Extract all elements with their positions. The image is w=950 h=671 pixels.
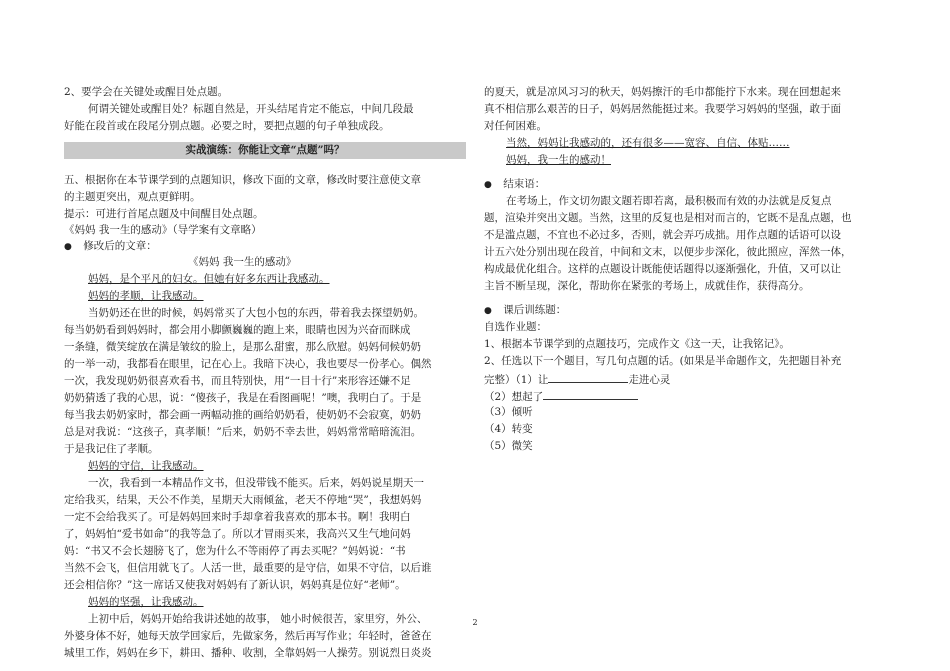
option-4: （4）转变 [484,423,533,435]
paragraph-line: 好能在段首或在段尾分别点题。必要之时，要把点题的句子单独成段。 [64,120,390,132]
revised-label: 修改后的文章： [83,240,157,252]
essay-line: 当然不会飞，但信用就飞了。人活一世，最重要的是守信，如果不守信，以后谁 [64,562,432,574]
essay-line: 定给我买，结果，天公不作美，星期天大雨倾盆，老天不停地“哭”，我想妈妈 [64,494,422,506]
bullet-icon: ● [64,242,72,252]
hint-line: 提示：可进行首尾点题及中间醒目处点题。 [64,208,264,220]
bullet-icon: ● [484,180,492,190]
original-essay-note: 《妈妈 我一生的感动》（导学案有文章略） [64,224,262,236]
essay-line: 每当奶奶看到妈妈时，都会用小脚颤巍巍的跑上来，眼睛也因为兴奋而眯成 [64,324,411,336]
fill-blank-2 [543,387,638,400]
essay-line: 总是对我说：“这孩子，真孝顺！”后来，奶奶不幸去世，妈妈常常暗暗流泪。 [64,426,422,438]
conclusion-label-row [484,176,545,194]
essay-line: 外婆身体不好，她每天放学回家后，先做家务，然后再写作业；年轻时，爸爸在 [64,630,432,642]
essay-heading: 妈妈的坚强，让我感动。 [88,596,204,608]
essay-heading: 妈妈的孝顺，让我感动。 [88,290,204,302]
essay-line: 当然，妈妈让我感动的，还有很多——宽容、自信、体贴…… [506,137,790,149]
essay-line: 当奶奶还在世的时候，妈妈常买了大包小包的东西，带着我去探望奶奶。 [88,307,424,319]
essay-line: 一次，我看到一本精品作文书，但没带钱不能买。后来，妈妈说星期天一 [88,477,424,489]
essay-line: 每当我去奶奶家时，都会画一两幅动推的画给奶奶看，使奶奶不会寂寞，奶奶 [64,409,421,421]
practice-banner: 实战演练：你能让文章“点题”吗？ [64,142,466,159]
conclusion-line: 在考场上，作文切勿跟文题若即若离，最积极而有效的办法就是反复点 [506,195,832,207]
essay-line: 奶奶猜透了我的心思，说：“傻孩子，我是在看图画呢！”噢，我明白了。于是 [64,392,422,404]
essay-line: 一次，我发现奶奶很喜欢看书，而且特别快，用“一目十行”来形容还嫌不足 [64,375,411,387]
essay-line: 真不相信那么艰苦的日子，妈妈居然能挺过来。我要学习妈妈的坚强，敢于面 [484,103,841,115]
conclusion-label: 结束语： [503,178,546,190]
essay-line: 还会相信你？”这一席话又使我对妈妈有了新认识，妈妈真是位好“老师”。 [64,579,406,591]
option-1-suffix: 走进心灵 [628,374,671,386]
essay-heading: 妈妈的守信，让我感动。 [88,460,204,472]
essay-line: 上初中后，妈妈开始给我讲述她的故事， 她小时候很苦，家里穷，外公、 [88,613,428,625]
conclusion-line: 计五六处分别出现在段首，中间和文末，以便步步深化，彼此照应，浑然一体， [484,246,852,258]
essay-closing: 妈妈，我一生的感动！ [506,154,611,166]
section-2-title: 2、要学会在关键处或醒目处点题。 [64,86,229,98]
essay-line: 一定不会给我买了。可是妈妈回来时手却拿着我喜欢的那本书。啊！我明白 [64,511,411,523]
essay-line: 妈：“书又不会长翅膀飞了，您为什么不等雨停了再去买呢？”妈妈说：“书 [64,545,406,557]
revised-label-row [64,238,157,256]
conclusion-line: 主旨不断呈现，深化，帮助你在紧张的考场上，成就佳作，获得高分。 [484,280,810,292]
essay-line: 对任何困难。 [484,120,547,132]
essay-title: 《妈妈 我一生的感动》 [188,256,297,268]
essay-line: 于是我记住了孝顺。 [64,443,159,455]
task-line: 的主题更突出，观点更鲜明。 [64,191,201,203]
option-3: （3）倾听 [484,406,533,418]
option-5: （5）微笑 [484,440,533,452]
conclusion-line: 不是滥点题，不宜也不必过多，否则，就会弄巧成拙。用作点题的话语可以设 [484,229,841,241]
essay-line: 了，妈妈怕“爱书如命”的我等急了。所以才冒雨买来，我高兴又生气地问妈 [64,528,411,540]
option-1-prefix: 完整）（1）让 [484,374,549,386]
conclusion-line: 题，渲染并突出文题。当然，这里的反复也是相对而言的，它既不是乱点题，也 [484,212,852,224]
option-2-label: （2）想起了 [484,391,544,403]
training-line: 2、任选以下一个题目，写几句点题的话。(如果是半命题作文，先把题目补充 [484,355,842,367]
essay-line: 城里工作，妈妈在乡下，耕田、播种、收割，全靠妈妈一人操劳。别说烈日炎炎 [64,647,432,659]
paragraph-line: 何谓关键处或醒目处？标题自然是，开头结尾肯定不能忘，中间几段最 [88,103,414,115]
page-number: 2 [472,618,478,627]
bullet-icon: ● [484,306,492,316]
training-label: 课后训练题： [503,304,567,316]
essay-line: 的夏天，就是凉风习习的秋天，妈妈擦汗的毛巾都能拧下水来。现在回想起来 [484,86,841,98]
essay-line: 一条缝，微笑绽放在满是皱纹的脸上，是那么甜蜜，那么欣慰。妈妈伺候奶奶 [64,341,421,353]
training-line: 1、根据本节课学到的点题技巧，完成作文《这一天，让我铭记》。 [484,338,790,350]
conclusion-line: 构成最优化组合。这样的点题设计既能使话题得以逐渐强化，升值，又可以让 [484,263,841,275]
training-label-row [484,302,566,320]
essay-line: 的一举一动，我都看在眼里，记在心上。我暗下决心，我也要尽一份孝心。偶然 [64,358,432,370]
fill-blank-1 [548,370,628,383]
essay-line: 妈妈，是个平凡的妇女。但她有好多东西让我感动。 [88,273,330,285]
training-line: 自选作业题： [484,321,547,333]
task-line: 五、根据你在本节课学到的点题知识，修改下面的文章，修改时要注意使文章 [64,174,421,186]
